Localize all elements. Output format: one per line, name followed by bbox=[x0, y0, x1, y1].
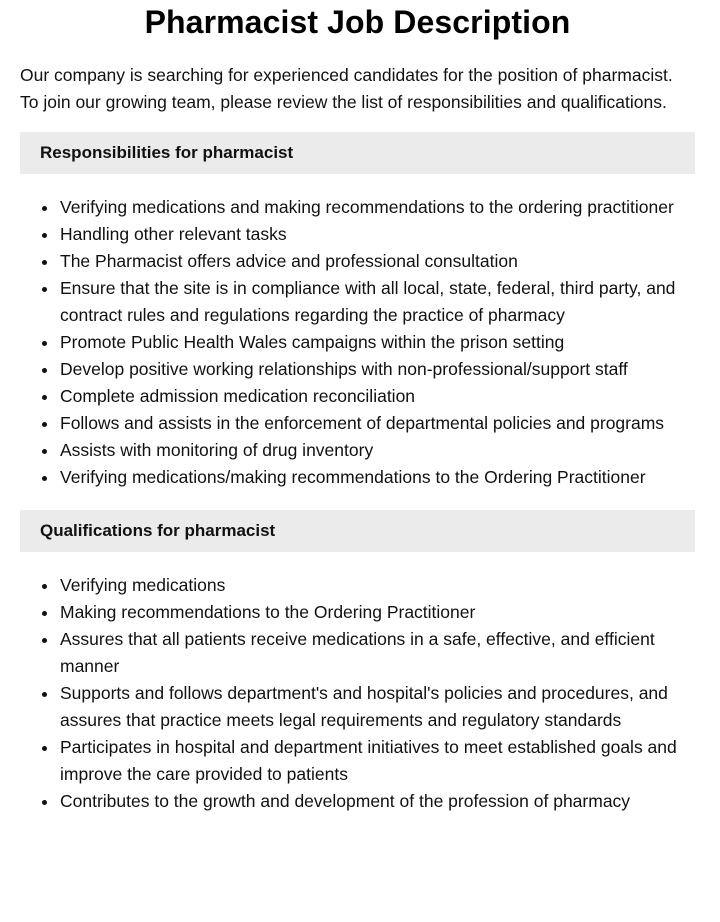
list-item: Handling other relevant tasks bbox=[60, 221, 695, 248]
list-item: Verifying medications and making recommendations to the ordering practitioner bbox=[60, 194, 695, 221]
list-item: Verifying medications bbox=[60, 572, 695, 599]
list-item: Assures that all patients receive medications in a safe, effective, and efficient manner bbox=[60, 626, 695, 680]
qualifications-section bbox=[20, 510, 695, 815]
list-item: Promote Public Health Wales campaigns within the prison setting bbox=[60, 329, 695, 356]
list-item: Complete admission medication reconciliation bbox=[60, 383, 695, 410]
list-item: Develop positive working relationships with non-professional/support staff bbox=[60, 356, 695, 383]
section-heading-qualifications: Qualifications for pharmacist bbox=[20, 510, 695, 552]
list-item: Supports and follows department's and hospital's policies and procedures, and assures that practice meets legal requirements and regulatory standards bbox=[60, 680, 695, 734]
list-item: The Pharmacist offers advice and professional consultation bbox=[60, 248, 695, 275]
intro-paragraph: Our company is searching for experienced candidates for the position of pharmacist. To join our growing team, please review the list of responsibilities and qualifications. bbox=[20, 65, 673, 112]
list-item: Contributes to the growth and development of the profession of pharmacy bbox=[60, 788, 695, 815]
list-item: Ensure that the site is in compliance with all local, state, federal, third party, and contract rules and regulations regarding the practice of pharmacy bbox=[60, 275, 695, 329]
list-item: Participates in hospital and department initiatives to meet established goals and improve the care provided to patients bbox=[60, 734, 695, 788]
list-item: Follows and assists in the enforcement of departmental policies and programs bbox=[60, 410, 695, 437]
list-item: Assists with monitoring of drug inventory bbox=[60, 437, 695, 464]
page-title: Pharmacist Job Description bbox=[144, 4, 571, 40]
responsibilities-list bbox=[20, 194, 695, 491]
list-item: Making recommendations to the Ordering Practitioner bbox=[60, 599, 695, 626]
responsibilities-section bbox=[20, 132, 695, 491]
list-item: Verifying medications/making recommendations to the Ordering Practitioner bbox=[60, 464, 695, 491]
section-heading-responsibilities: Responsibilities for pharmacist bbox=[20, 132, 695, 174]
qualifications-list bbox=[20, 572, 695, 815]
